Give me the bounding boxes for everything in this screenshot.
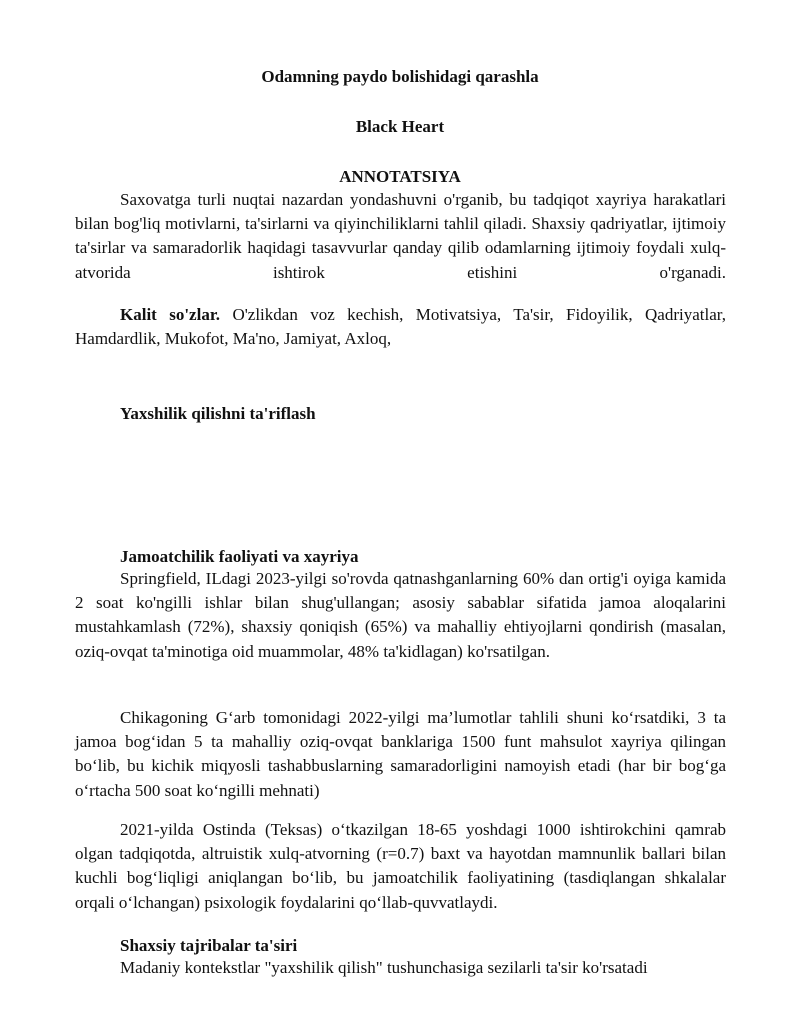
abstract-heading: ANNOTATSIYA [339,167,461,186]
community-paragraph-2: Chikagoning G‘arb tomonidagi 2022-yilgi ma’lumotlar tahlili shuni ko‘rsatdiki, 3 ta jamoa bog‘idan 5 ta mahalliy oziq-ovqat banklariga 1500 funt mahsulot xayriya qilingan bo‘lib, bu kichik miqyosli tashabbuslarning samaradorligini namoyish etadi (har bir bog‘ga o‘rtacha 500 soat ko‘ngilli mehnati) [75,708,726,800]
document-title: Odamning paydo bolishidagi qarashla [261,67,539,86]
document-author: Black Heart [355,117,445,136]
community-paragraph-3: 2021-yilda Ostinda (Teksas) o‘tkazilgan 18-65 yoshdagi 1000 ishtirokchini qamrab olgan tadqiqotda, altruistik xulq-atvorning (r=0.7) baxt va hayotdan mamnunlik ballari bilan kuchli bog‘liqligi aniqlangan bo‘lib, bu jamoatchilik faoliyatining (tasdiqlangan shkalalar orqali o‘lchangan) psixologik foydalarini qo‘llab-quvvatlaydi. [75,820,726,912]
abstract-paragraph: Saxovatga turli nuqtai nazardan yondashuvni o'rganib, bu tadqiqot xayriya harakatlari bilan bog'liq motivlarni, ta'sirlarni va qiyinchiliklarni tahlil qiladi. Shaxsiy qadriyatlar, ijtimoiy ta'sirlar va samaradorlik haqidagi tasavvurlar qanday qilib odamlarning ijtimoiy foydali xulq-atvorida ishtirok etishini o'rganadi. [75,190,726,282]
section-heading-community-activity: Jamoatchilik faoliyati va xayriya [120,547,359,566]
section-heading-defining-kindness: Yaxshilik qilishni ta'riflash [120,404,316,423]
keywords-label: Kalit so'zlar. [120,305,221,324]
section-heading-personal-experiences: Shaxsiy tajribalar ta'siri [120,936,298,955]
community-paragraph-1: Springfield, ILdagi 2023-yilgi so'rovda qatnashganlarning 60% dan ortig'i oyiga kamida 2 soat ko'ngilli ishlar bilan shug'ullangan; asosiy sabablar sifatida jamoa aloqalarini mustahkamlash (72%), shaxsiy qoniqish (65%) va mahalliy ehtiyojlarni qondirish (masalan, oziq-ovqat ta'minotiga oid muammolar, 48% ta'kidlagan) ko'rsatilgan. [75,569,726,661]
personal-experiences-paragraph-1: Madaniy kontekstlar "yaxshilik qilish" tushunchasiga sezilarli ta'sir ko'rsatadi [120,958,648,977]
keywords-paragraph [75,303,726,351]
keywords-text: O'zlikdan voz kechish, Motivatsiya, Ta'sir, Fidoyilik, Qadriyatlar, Hamdardlik, Mukofot, Ma'no, Jamiyat, Axloq, [75,305,726,349]
